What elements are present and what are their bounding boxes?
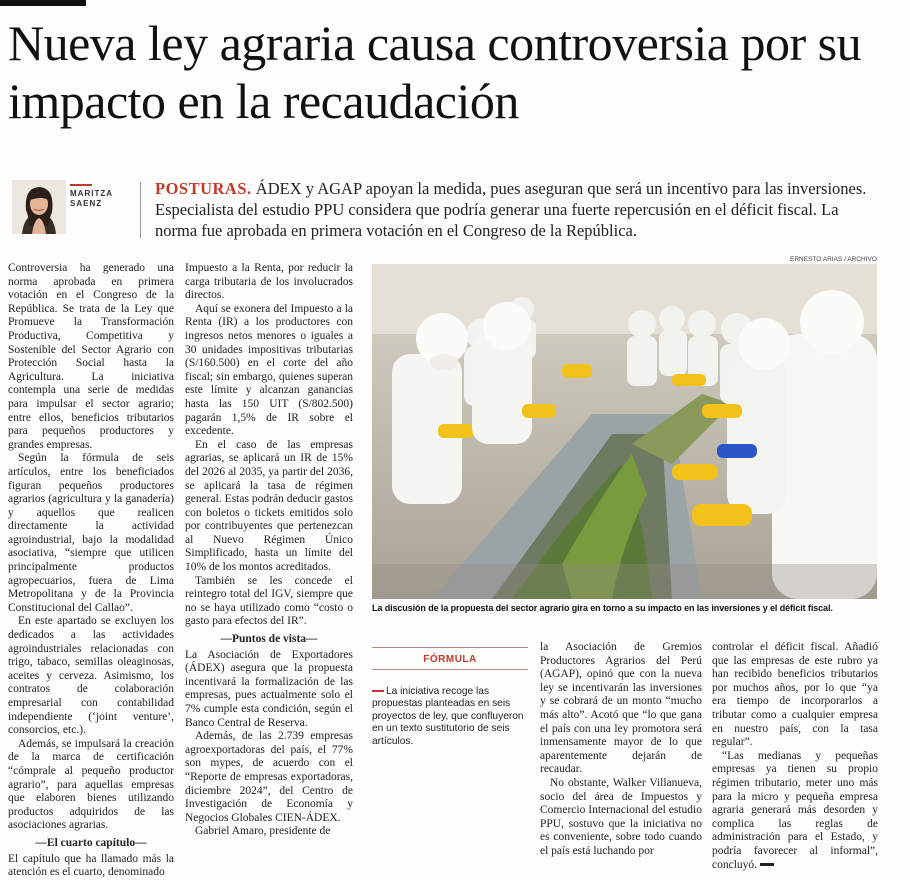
subhead-puntos-de-vista: —Puntos de vista— [220, 633, 318, 646]
article-column-4 [712, 641, 878, 872]
subhead-cuarto-capitulo: —El cuarto capítulo— [35, 836, 147, 849]
paragraph: Según la fórmula de seis artículos, entre los beneficiados figuran pequeños productores agrarios (agricultura y la ganadería) y aquellos que realicen directamente la actividad agroindustrial, bajo la modalidad asociativa, “siempre que utilicen principalmente productos agropecuarios, fuera de Lima Metropolitana y de la Provincia Constitucional del Callao”. [8, 452, 174, 614]
section-bar [0, 0, 86, 6]
closing-text: “Las medianas y pequeñas empresas ya tienen su propio régimen tributario, meter uno más para la micro y pequeña empresa agraria generará más desorden y complica las reglas de administración para el Estado, y podría favorecer al informal”, concluyó. [712, 749, 878, 871]
photo-credit: ERNESTO ARIAS / ARCHIVO [790, 256, 877, 263]
paragraph: Aquí se exonera del Impuesto a la Renta (IR) a los productores con ingresos netos menores o iguales a 30 unidades impositivas tributarias (S/160.500) en el corte del año fiscal; sin embargo, quienes superan este límite y alcanzan ganancias hasta las 150 UIT (S/802.500) pagarán 1,5% de IR sobre el excedente. [185, 302, 353, 438]
end-mark-icon [760, 863, 774, 866]
byline [8, 178, 144, 238]
author-photo [12, 180, 66, 234]
paragraph: También se les concede el reintegro total del IGV, siempre que no se haya utilizado como “costo o gasto para efectos del IR”. [185, 574, 353, 628]
article-column-1 [8, 262, 174, 880]
article-column-2 [185, 262, 353, 839]
closing-paragraph [712, 750, 878, 872]
byline-divider [140, 182, 141, 238]
paragraph: No obstante, Walker Villanueva, socio del área de Impuestos y Comercio Internacional del estudio PPU, sostuvo que la iniciativa no es conveniente, sobre todo cuando el país está luchando por [540, 776, 702, 857]
photo-caption: La discusión de la propuesta del sector agrario gira en torno a su impacto en las inversiones y el déficit fiscal. [372, 603, 833, 613]
paragraph: El capítulo que ha llamado más la atención es el cuarto, denominado [8, 852, 174, 879]
lead-text: ÁDEX y AGAP apoyan la medida, pues aseguran que será un incentivo para las inversiones. Especialista del estudio PPU considera que podría generar una fuerte repercusión en el déficit fiscal. La norma fue aprobada en primera votación en el Congreso de la República. [155, 179, 867, 240]
article-photo [372, 264, 877, 599]
dash-icon [372, 690, 384, 692]
paragraph: En este apartado se excluyen los dedicados a las actividades agroindustriales relacionadas con trigo, tabaco, semillas oleaginosas, aceites y cerveza. Asimismo, los contratos de colaboración empresarial con contabilidad independiente (‘joint venture’, consorcios, etc.). [8, 615, 174, 737]
sidebar-title: FÓRMULA [423, 654, 477, 665]
paragraph: Además, se impulsará la creación de la marca de certificación “cómprale al pequeño productor agrario”, para aquellas empresas que elaboren bienes utilizando productos adquiridos de las asociaciones agrarias. [8, 737, 174, 832]
author-name: MARITZA SAENZ [70, 189, 113, 208]
headline: Nueva ley agraria causa controversia por su impacto en la recaudación [8, 15, 862, 129]
author-accent-rule [70, 184, 92, 186]
paragraph: Impuesto a la Renta, por reducir la carga tributaria de los involucrados directos. [185, 262, 353, 302]
sidebar-text-block [372, 686, 528, 748]
sidebar-rule-bottom [372, 669, 528, 670]
author-portrait-icon [12, 180, 66, 234]
factory-workers-illustration [372, 264, 877, 599]
paragraph: En el caso de las empresas agrarias, se aplicará un IR de 15% del 2026 al 2035, ya partir del 2036, se aplicará la tasa de régimen general. Estas podrán deducir gastos con boletos o tickets emitidos solo por contribuyentes que pertenezcan al Nuevo Régimen Único Simplificado, hasta un límite del 10% de los montos acreditados. [185, 438, 353, 574]
sidebar-text: La iniciativa recoge las propuestas planteadas en seis proyectos de ley, que confluyeron en un texto sustitutorio de seis artículos. [372, 686, 524, 747]
sidebar-rule-top [372, 647, 528, 648]
lead-kicker: POSTURAS. [155, 179, 252, 198]
paragraph: Gabriel Amaro, presidente de [195, 825, 331, 838]
article-column-3 [540, 641, 702, 859]
paragraph: controlar el déficit fiscal. Añadió que las empresas de este rubro ya han recibido beneficios tributarios por muchos años, por lo que “ya era tiempo de incorporarlos a tributar como a cualquier empresa en nuestro país, con la tasa regular”. [712, 641, 878, 749]
paragraph: Controversia ha generado una norma aprobada en primera votación en el Congreso de la República. Se trata de la Ley que Promueve la Transformación Productiva, Competitiva y Sostenible del Sector Agrario con Protección Social hasta la Agricultura. La iniciativa contempla una serie de medidas para impulsar el sector agrario; entre ellos, beneficios tributarios para pequeños productores y grandes empresas. [8, 262, 174, 451]
formula-sidebar [372, 647, 528, 748]
lead-paragraph [155, 178, 875, 241]
paragraph: la Asociación de Gremios Productores Agrarios del Perú (AGAP), opinó que con la nueva ley se incentivarán las inversiones y se cobrará de un monto “mucho más alto”. Acotó que “lo que gana el país con una ley promotora será inmensamente mayor de lo que aparentemente dejarán de recaudar. [540, 641, 702, 776]
paragraph: Además, de las 2.739 empresas agroexportadoras del país, el 77% son mypes, de acuerdo con el “Reporte de empresas exportadoras, diciembre 2024”, del Centro de Investigación de Economía y Negocios Globales CIEN-ÁDEX. [185, 730, 353, 824]
paragraph: La Asociación de Exportadores (ÁDEX) asegura que la propuesta incentivará la formalización de las empresas, pues actualmente solo el 7% cumple esta condición, según el Banco Central de Reserva. [185, 648, 353, 729]
